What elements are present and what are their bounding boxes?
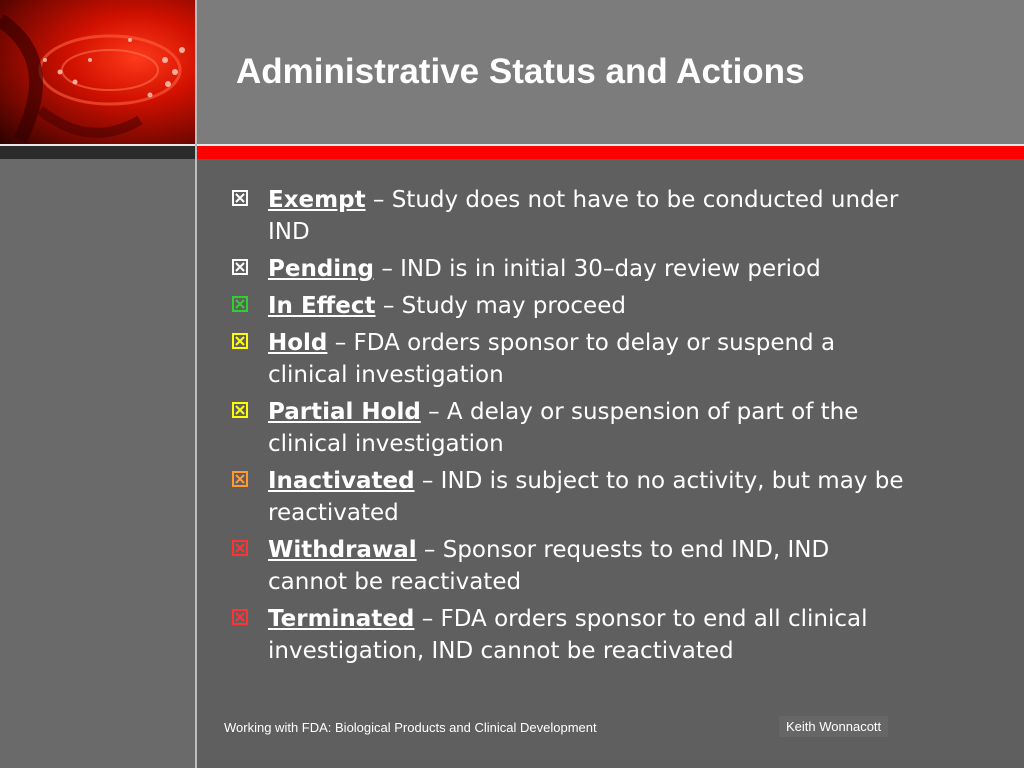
status-term: Partial Hold — [268, 399, 421, 425]
x-checkbox-icon — [232, 402, 248, 418]
status-term: Pending — [268, 256, 375, 282]
status-description: – Study does not have to be conducted under IND — [268, 187, 899, 245]
corner-decorative-image — [0, 0, 195, 145]
status-description: – Sponsor requests to end IND, IND cannot be reactivated — [268, 537, 830, 595]
vertical-divider-line — [195, 0, 197, 768]
x-checkbox-icon — [232, 296, 248, 312]
status-description: – Study may proceed — [375, 293, 626, 319]
status-description: – IND is subject to no activity, but may be reactivated — [268, 468, 904, 526]
list-item — [230, 327, 910, 391]
footer-presentation-title: Working with FDA: Biological Products and Clinical Development — [224, 720, 597, 735]
x-checkbox-icon — [232, 333, 248, 349]
list-item — [230, 396, 910, 460]
status-description: – A delay or suspension of part of the clinical investigation — [268, 399, 859, 457]
list-item — [230, 603, 910, 667]
footer-author: Keith Wonnacott — [779, 716, 888, 737]
x-checkbox-icon — [232, 471, 248, 487]
status-term: Withdrawal — [268, 537, 417, 563]
status-term: Exempt — [268, 187, 366, 213]
status-description: – FDA orders sponsor to delay or suspend a clinical investigation — [268, 330, 836, 388]
status-term: In Effect — [268, 293, 376, 319]
x-checkbox-icon — [232, 540, 248, 556]
x-checkbox-icon — [232, 259, 248, 275]
list-item — [230, 534, 910, 598]
corner-image-graphic — [0, 0, 195, 145]
list-item — [230, 465, 910, 529]
list-item — [230, 290, 910, 322]
header-dark-bar — [0, 146, 195, 159]
status-list — [230, 184, 910, 672]
x-checkbox-icon — [232, 190, 248, 206]
status-term: Inactivated — [268, 468, 415, 494]
list-item — [230, 184, 910, 248]
x-checkbox-icon — [232, 609, 248, 625]
list-item — [230, 253, 910, 285]
status-term: Hold — [268, 330, 328, 356]
status-term: Terminated — [268, 606, 415, 632]
status-description: – IND is in initial 30–day review period — [374, 256, 821, 282]
slide-title: Administrative Status and Actions — [236, 52, 805, 91]
status-description: – FDA orders sponsor to end all clinical investigation, IND cannot be reactivated — [268, 606, 868, 664]
left-sidebar-strip — [0, 147, 195, 768]
header-accent-bar — [197, 146, 1024, 159]
